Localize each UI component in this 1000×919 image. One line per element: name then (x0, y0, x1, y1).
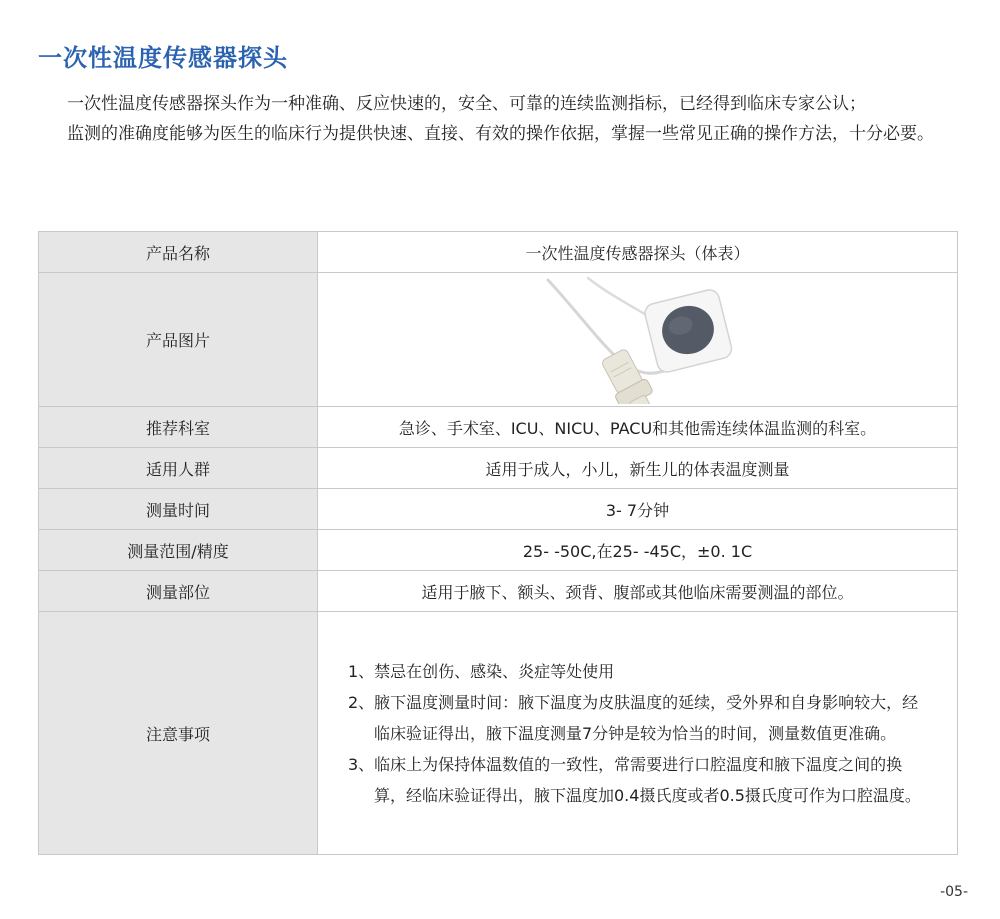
row-label: 测量部位 (39, 571, 318, 612)
table-row-product-image (39, 273, 958, 407)
product-image-cell (318, 273, 958, 407)
note-item-3: 3、临床上为保持体温数值的一致性，常需要进行口腔温度和腋下温度之间的换算，经临床验证得出，腋下温度加0.4摄氏度或者0.5摄氏度可作为口腔温度。 (348, 754, 921, 805)
table-row-product-name (39, 232, 958, 273)
intro-paragraph-2: 监测的准确度能够为医生的临床行为提供快速、直接、有效的操作依据，掌握一些常见正确的操作方法，十分必要。 (67, 124, 934, 144)
row-value: 适用于腋下、额头、颈背、腹部或其他临床需要测温的部位。 (318, 571, 958, 612)
row-value: 3- 7分钟 (318, 489, 958, 530)
row-value: 急诊、手术室、ICU、NICU、PACU和其他需连续体温监测的科室。 (318, 407, 958, 448)
row-label: 推荐科室 (39, 407, 318, 448)
temperature-probe-image (528, 276, 748, 404)
intro-paragraph-1: 一次性温度传感器探头作为一种准确、反应快速的，安全、可靠的连续监测指标，已经得到临床专家公认； (67, 94, 866, 114)
table-row-population (39, 448, 958, 489)
row-label: 注意事项 (39, 612, 318, 855)
row-value: 适用于成人，小儿，新生儿的体表温度测量 (318, 448, 958, 489)
note-item-2: 2、腋下温度测量时间：腋下温度为皮肤温度的延续，受外界和自身影响较大，经临床验证得出，腋下温度测量7分钟是较为恰当的时间，测量数值更准确。 (348, 692, 919, 743)
table-row-range-accuracy (39, 530, 958, 571)
row-label: 产品名称 (39, 232, 318, 273)
spec-table (38, 231, 958, 855)
row-label: 适用人群 (39, 448, 318, 489)
row-value: 25- -50C,在25- -45C，±0. 1C (318, 530, 958, 571)
row-label: 测量时间 (39, 489, 318, 530)
intro-text (33, 89, 968, 149)
page-number: -05- (940, 884, 968, 900)
row-label: 产品图片 (39, 273, 318, 407)
notes-cell (318, 612, 958, 855)
table-row-department (39, 407, 958, 448)
notes-list (348, 656, 928, 811)
table-row-measure-site (39, 571, 958, 612)
table-row-notes (39, 612, 958, 855)
row-label: 测量范围/精度 (39, 530, 318, 571)
page-title: 一次性温度传感器探头 (38, 44, 288, 72)
row-value: 一次性温度传感器探头（体表） (318, 232, 958, 273)
note-item-1: 1、禁忌在创伤、感染、炎症等处使用 (348, 661, 615, 681)
table-row-measure-time (39, 489, 958, 530)
